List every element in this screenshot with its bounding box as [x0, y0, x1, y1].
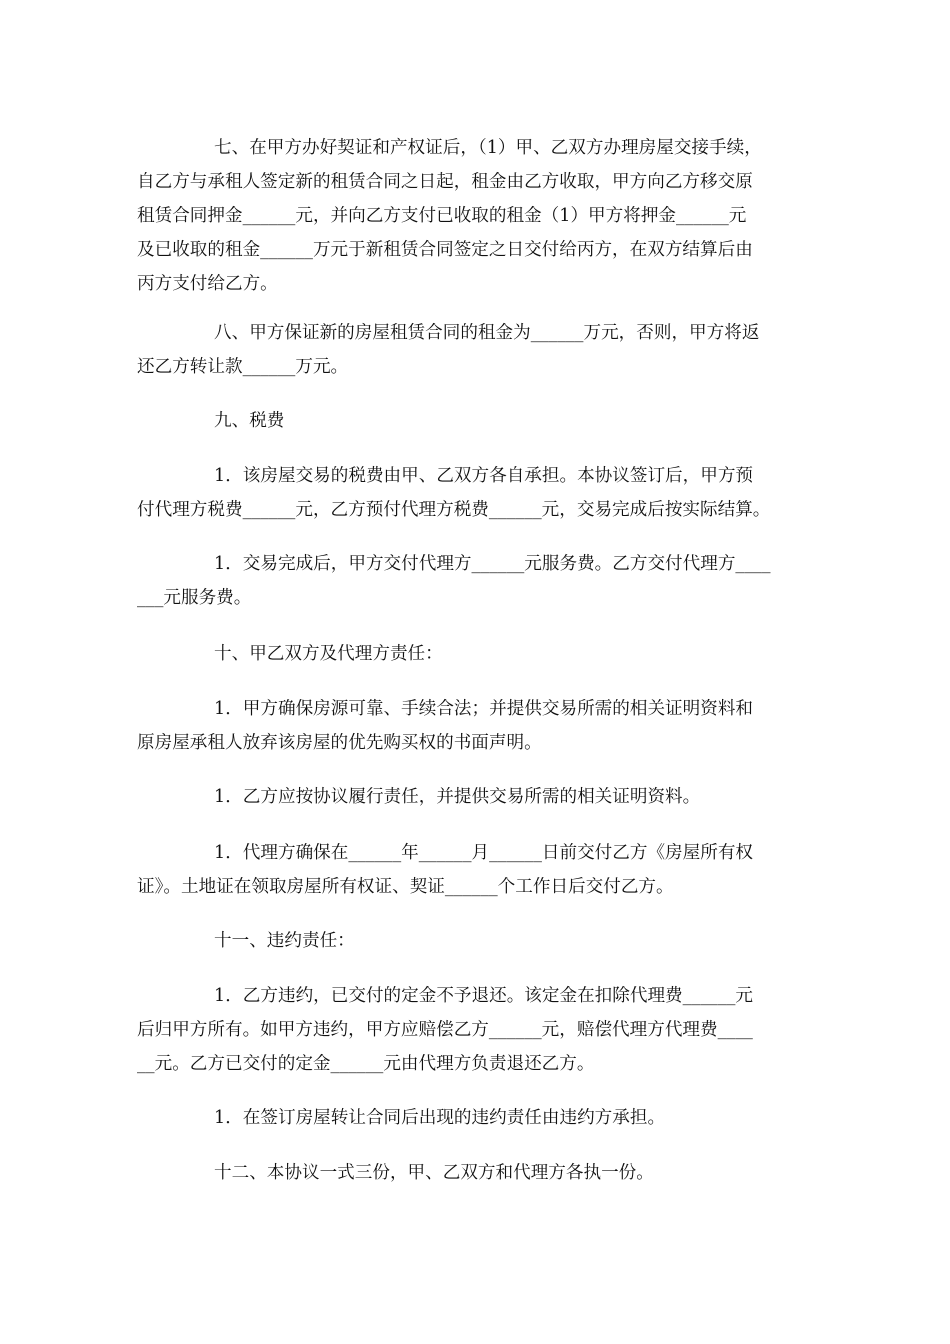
text-line: 八、甲方保证新的房屋租赁合同的租金为______万元，否则，甲方将返 — [214, 323, 760, 343]
text-line: 及已收取的租金______万元于新租赁合同签定之日交付给丙方，在双方结算后由 — [137, 240, 753, 260]
text-line: 后归甲方所有。如甲方违约，甲方应赔偿乙方______元，赔偿代理方代理费____ — [137, 1020, 753, 1040]
text-line: 证》。土地证在领取房屋所有权证、契证______个工作日后交付乙方。 — [137, 877, 674, 897]
text-line: 1．交易完成后，甲方交付代理方______元服务费。乙方交付代理方____ — [214, 554, 771, 574]
section-heading: 十一、违约责任： — [214, 931, 355, 951]
clause-7-paragraph — [137, 131, 817, 301]
section-heading: 十、甲乙双方及代理方责任： — [214, 644, 443, 664]
text-line: 1．乙方违约，已交付的定金不予退还。该定金在扣除代理费______元 — [214, 986, 754, 1006]
text-line: __元。乙方已交付的定金______元由代理方负责退还乙方。 — [137, 1054, 595, 1074]
text-line: ___元服务费。 — [137, 588, 252, 608]
text-line: 1．乙方应按协议履行责任，并提供交易所需的相关证明资料。 — [214, 787, 701, 807]
section-heading: 九、税费 — [214, 411, 285, 431]
clause-11-heading — [137, 924, 817, 958]
clause-9-item-2-paragraph — [137, 547, 817, 615]
text-line: 七、在甲方办好契证和产权证后，（1）甲、乙双方办理房屋交接手续， — [214, 138, 762, 158]
text-line: 自乙方与承租人签定新的租赁合同之日起，租金由乙方收取，甲方向乙方移交原 — [137, 172, 753, 192]
text-line: 丙方支付给乙方。 — [137, 274, 278, 294]
clause-9-item-1-paragraph — [137, 459, 817, 527]
clause-10-item-2-paragraph — [137, 780, 817, 814]
clause-12-paragraph — [137, 1156, 817, 1190]
text-line: 十二、本协议一式三份，甲、乙双方和代理方各执一份。 — [214, 1163, 654, 1183]
text-line: 1．该房屋交易的税费由甲、乙双方各自承担。本协议签订后，甲方预 — [214, 466, 754, 486]
text-line: 1．甲方确保房源可靠、手续合法；并提供交易所需的相关证明资料和 — [214, 699, 754, 719]
clause-10-item-3-paragraph — [137, 836, 817, 904]
text-line: 原房屋承租人放弃该房屋的优先购买权的书面声明。 — [137, 733, 542, 753]
clause-10-heading — [137, 637, 817, 671]
clause-10-item-1-paragraph — [137, 692, 817, 760]
clause-8-paragraph — [137, 316, 817, 384]
text-line: 付代理方税费______元，乙方预付代理方税费______元，交易完成后按实际结算。 — [137, 500, 771, 520]
clause-11-item-2-paragraph — [137, 1101, 817, 1135]
text-line: 1．代理方确保在______年______月______日前交付乙方《房屋所有权 — [214, 843, 754, 863]
text-line: 还乙方转让款______万元。 — [137, 357, 349, 377]
text-line: 1．在签订房屋转让合同后出现的违约责任由违约方承担。 — [214, 1108, 666, 1128]
clause-9-heading — [137, 404, 817, 438]
clause-11-item-1-paragraph — [137, 979, 817, 1081]
text-line: 租赁合同押金______元，并向乙方支付已收取的租金（1）甲方将押金______元 — [137, 206, 747, 226]
